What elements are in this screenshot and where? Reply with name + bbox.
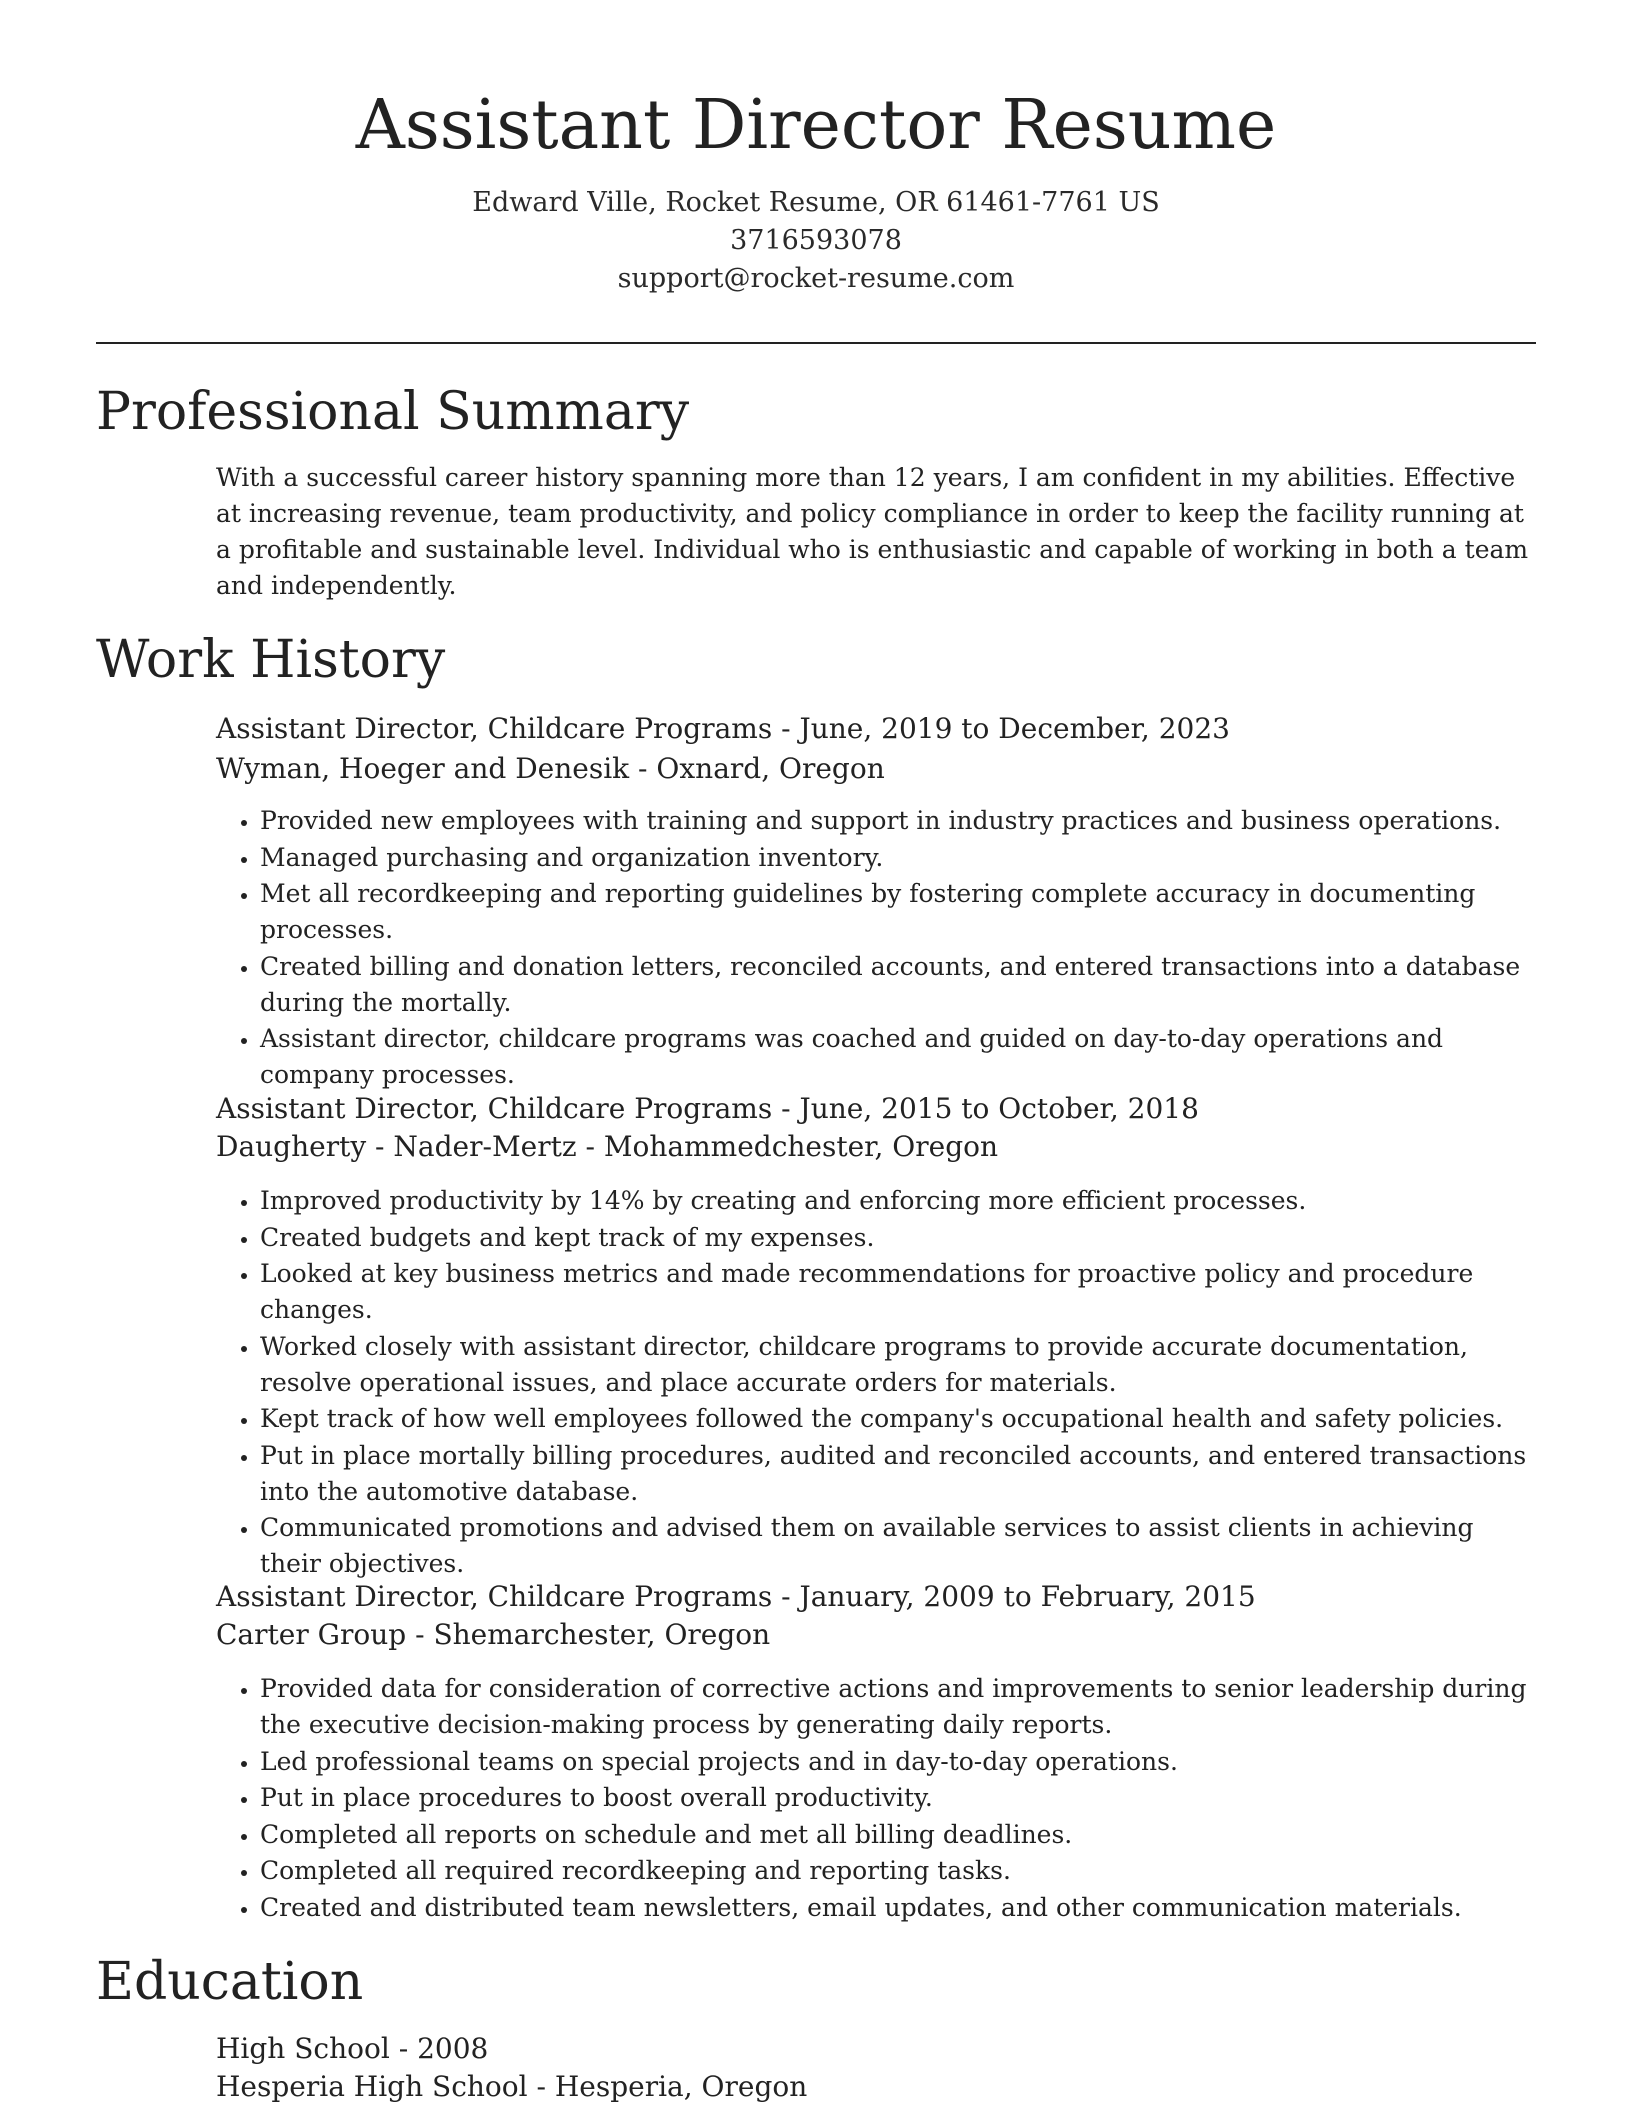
summary-heading: Professional Summary <box>96 382 690 442</box>
job-dates: June, 2015 to October, 2018 <box>799 1092 1199 1125</box>
separator: - <box>389 2032 418 2065</box>
list-item: • Completed all reports on schedule and met all billing deadlines. <box>260 1817 1536 1853</box>
job-location: Oxnard, Oregon <box>656 752 885 785</box>
education-location: Hesperia, Oregon <box>554 2070 808 2103</box>
job-title-line <box>216 1578 1256 1616</box>
contact-address: Edward Ville, Rocket Resume, OR 61461-7761 US <box>472 187 1160 218</box>
separator: - <box>772 1580 800 1613</box>
list-item: • Met all recordkeeping and reporting guidelines by fostering complete accuracy in documenting processes. <box>260 876 1536 948</box>
job-title: Assistant Director, Childcare Programs <box>216 1580 773 1613</box>
contact-phone: 3716593078 <box>730 225 902 256</box>
job-company: Daugherty - Nader-Mertz <box>216 1130 577 1163</box>
job-title-line <box>216 1090 1199 1128</box>
education-heading: Education <box>96 1952 364 2012</box>
list-item: • Kept track of how well employees followed the company's occupational health and safety policies. <box>260 1401 1536 1437</box>
list-item: • Completed all required recordkeeping and reporting tasks. <box>260 1853 1536 1889</box>
job-dates: June, 2019 to December, 2023 <box>799 712 1230 745</box>
job-company-line <box>216 750 885 788</box>
job-company: Carter Group <box>216 1618 407 1651</box>
job-title: Assistant Director, Childcare Programs <box>216 1092 773 1125</box>
list-item: • Communicated promotions and advised them on available services to assist clients in achieving their objectives. <box>260 1510 1536 1582</box>
job-title-line <box>216 710 1230 748</box>
separator: - <box>527 2070 555 2103</box>
work-history-heading: Work History <box>96 630 446 690</box>
list-item: • Created billing and donation letters, reconciled accounts, and entered transactions into a database during the mortally. <box>260 949 1536 1021</box>
job-dates: January, 2009 to February, 2015 <box>799 1580 1256 1613</box>
separator: - <box>772 712 800 745</box>
job-bullets <box>216 1183 1536 1583</box>
header-divider <box>96 342 1536 344</box>
education-school-line <box>216 2068 807 2106</box>
list-item: • Provided data for consideration of corrective actions and improvements to senior leadership during the executive decision-making process by generating daily reports. <box>260 1671 1536 1743</box>
list-item: • Assistant director, childcare programs was coached and guided on day-to-day operations and company processes. <box>260 1021 1536 1093</box>
list-item: • Put in place mortally billing procedures, audited and reconciled accounts, and entered transactions into the automotive database. <box>260 1438 1536 1510</box>
list-item: • Created and distributed team newsletters, email updates, and other communication materials. <box>260 1890 1536 1926</box>
contact-email: support@rocket-resume.com <box>617 263 1015 294</box>
list-item: • Worked closely with assistant director, childcare programs to provide accurate documentation, resolve operational issues, and place accurate orders for materials. <box>260 1329 1536 1401</box>
separator: - <box>406 1618 434 1651</box>
education-degree: High School <box>216 2032 390 2065</box>
list-item: • Created budgets and kept track of my expenses. <box>260 1220 1536 1256</box>
resume-header <box>0 80 1632 298</box>
job-location: Shemarchester, Oregon <box>433 1618 771 1651</box>
education-year: 2008 <box>417 2032 489 2065</box>
job-location: Mohammedchester, Oregon <box>603 1130 999 1163</box>
separator: - <box>576 1130 604 1163</box>
separator: - <box>629 752 657 785</box>
resume-title: Assistant Director Resume <box>355 86 1277 165</box>
separator: - <box>772 1092 800 1125</box>
job-title: Assistant Director, Childcare Programs <box>216 712 773 745</box>
list-item: • Provided new employees with training and support in industry practices and business operations. <box>260 803 1536 839</box>
job-bullets <box>216 803 1536 1094</box>
summary-text: With a successful career history spanning more than 12 years, I am confident in my abilities. Effective at increasing revenue, team productivity, and policy compliance in order to keep the facility running at a profitable and sustainable level. Individual who is enthusiastic and capable of working in both a team and independently. <box>216 463 1529 600</box>
education-school: Hesperia High School <box>216 2070 528 2103</box>
education-degree-line <box>216 2030 488 2068</box>
job-company: Wyman, Hoeger and Denesik <box>216 752 630 785</box>
list-item: • Led professional teams on special projects and in day-to-day operations. <box>260 1744 1536 1780</box>
job-company-line <box>216 1128 998 1166</box>
job-bullets <box>216 1671 1536 1926</box>
list-item: • Improved productivity by 14% by creating and enforcing more efficient processes. <box>260 1183 1536 1219</box>
list-item: • Put in place procedures to boost overall productivity. <box>260 1780 1536 1816</box>
list-item: • Managed purchasing and organization inventory. <box>260 840 1536 876</box>
list-item: • Looked at key business metrics and made recommendations for proactive policy and procedure changes. <box>260 1256 1536 1328</box>
job-company-line <box>216 1616 770 1654</box>
